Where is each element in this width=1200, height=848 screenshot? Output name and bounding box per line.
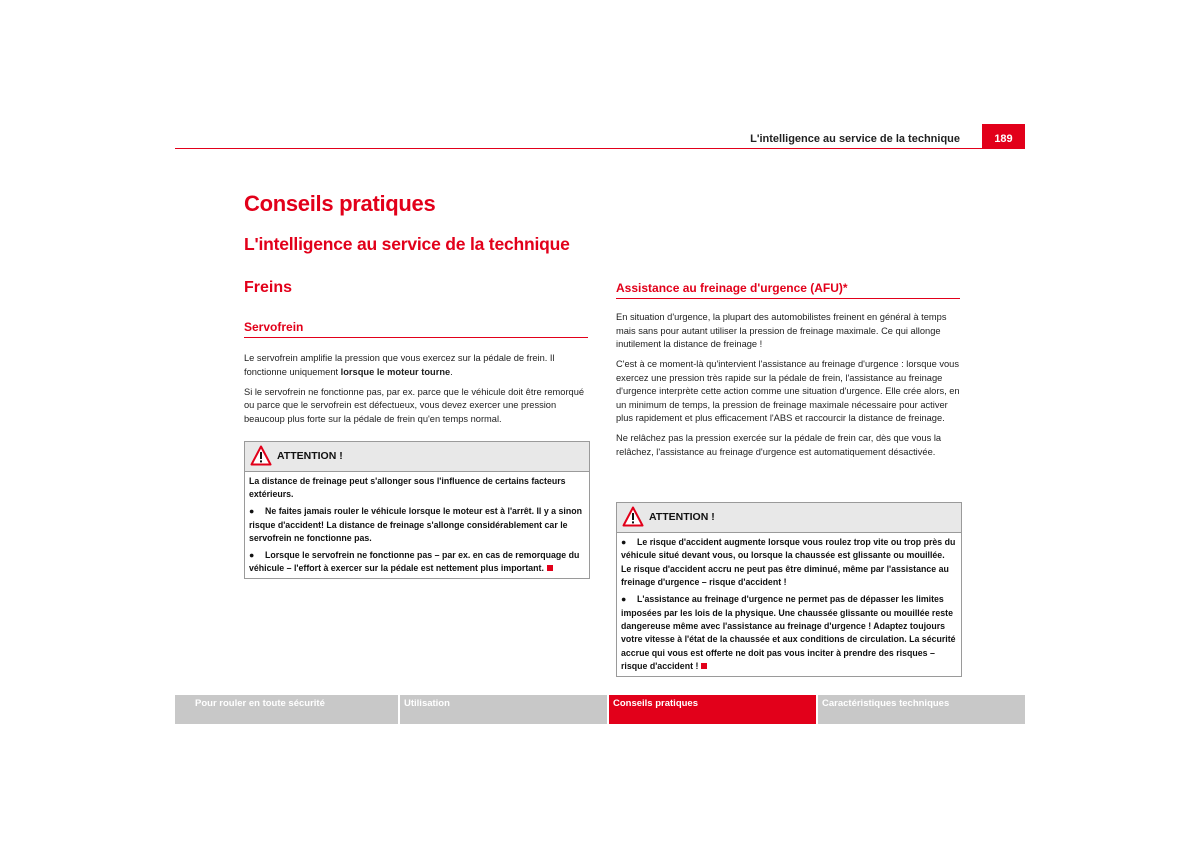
paragraph: Ne relâchez pas la pression exercée sur la pédale de frein car, dès que vous la relâchez, l'assistance au freinage d'urgence est automatiquement désactivée.: [616, 433, 942, 457]
bullet-dot: ●: [621, 594, 627, 605]
paragraph: [244, 352, 588, 379]
warning-bullet: [249, 505, 585, 545]
warning-box-servofrein: [244, 441, 590, 579]
warning-title: ATTENTION !: [649, 511, 715, 523]
text-run: Le servofrein amplifie la pression que vous exercez sur la pédale de frein. Il fonctionne uniquement: [244, 353, 555, 377]
warning-body: [617, 533, 961, 676]
subheading-afu: Assistance au freinage d'urgence (AFU)*: [616, 281, 960, 299]
warning-intro: La distance de freinage peut s'allonger sous l'influence de certains facteurs extérieurs.: [249, 476, 566, 500]
bold-text: lorsque le moteur tourne: [340, 366, 451, 377]
end-of-section-marker: [701, 663, 707, 669]
topic-title: Freins: [244, 279, 293, 296]
paragraph: C'est à ce moment-là qu'intervient l'assistance au freinage d'urgence : lorsque vous exercez une pression très rapide sur la pédale de frein, l'assistance au freinage d'urgence interprète cette action comme une situation d'urgence. Elle crée alors, en un minimum de temps, la pression de freinage maximale nécessaire pour activer plus rapidement et plus efficacement l'ABS et raccourcir la distance de freinage.: [616, 359, 960, 423]
warning-box-afu: [616, 502, 962, 677]
warning-bullet: [621, 593, 957, 673]
warning-header: [245, 442, 589, 472]
nav-tab-conseils-pratiques[interactable]: Conseils pratiques: [609, 695, 816, 724]
paragraph: En situation d'urgence, la plupart des automobilistes freinent en général à temps mais sans pour autant utiliser la pression de freinage maximale. Ce qui allonge inutilement la distance de freinage !: [616, 312, 947, 349]
warning-bullet-text: L'assistance au freinage d'urgence ne permet pas de dépasser les limites imposées par les lois de la physique. Une chaussée glissante ou mouillée reste dangereuse même avec l'assistance au freinage d'urgence ! Adaptez toujours votre vitesse à l'état de la chaussée et aux conditions de circulation. La sécurité accrue qui vous est offerte ne doit pas vous inciter à prendre des risques – risque d'accident !: [621, 594, 956, 672]
warning-header: [617, 503, 961, 533]
section-title: L'intelligence au service de la technique: [244, 234, 570, 254]
bullet-dot: ●: [249, 550, 255, 561]
chapter-nav-bar: [175, 695, 1025, 724]
warning-bullet: [621, 536, 957, 590]
warning-triangle-icon: [250, 445, 272, 466]
end-of-section-marker: [547, 565, 553, 571]
warning-bullet-text: Lorsque le servofrein ne fonctionne pas – par ex. en cas de remorquage du véhicule – l'effort à exercer sur la pédale est nettement plus important.: [249, 550, 580, 574]
right-body-text: [616, 311, 960, 466]
running-header-title: L'intelligence au service de la technique: [750, 133, 960, 145]
warning-bullet-text: Ne faites jamais rouler le véhicule lorsque le moteur est à l'arrêt. Il y a sinon risque d'accident! La distance de freinage s'allonge considérablement car le servofrein ne fonctionne pas.: [249, 506, 582, 544]
warning-bullet: [249, 549, 585, 576]
header-rule: [175, 148, 1025, 149]
paragraph: Si le servofrein ne fonctionne pas, par ex. parce que le véhicule doit être remorqué ou parce que le servofrein est défectueux, vous devez exercer une pression beaucoup plus forte sur la pédale de frein qu'en temps normal.: [244, 386, 585, 424]
left-body-text: [244, 352, 588, 433]
page-number: 189: [982, 124, 1025, 149]
warning-body: [245, 472, 589, 578]
text-run: .: [450, 366, 453, 377]
chapter-title: Conseils pratiques: [244, 191, 436, 216]
bullet-dot: ●: [249, 506, 255, 517]
nav-tab-caracteristiques[interactable]: Caractéristiques techniques: [818, 695, 1025, 724]
nav-tab-securite[interactable]: Pour rouler en toute sécurité: [175, 695, 398, 724]
subheading-servofrein: Servofrein: [244, 320, 588, 338]
nav-tab-utilisation[interactable]: Utilisation: [400, 695, 607, 724]
warning-title: ATTENTION !: [277, 450, 343, 462]
warning-triangle-icon: [622, 506, 644, 527]
warning-bullet-text: Le risque d'accident augmente lorsque vous roulez trop vite ou trop près du véhicule situé devant vous, ou lorsque la chaussée est glissante ou mouillée. Le risque d'accident accru ne peut pas être diminué, même par l'assistance au freinage d'urgence – risque d'accident !: [621, 537, 956, 588]
bullet-dot: ●: [621, 537, 627, 547]
